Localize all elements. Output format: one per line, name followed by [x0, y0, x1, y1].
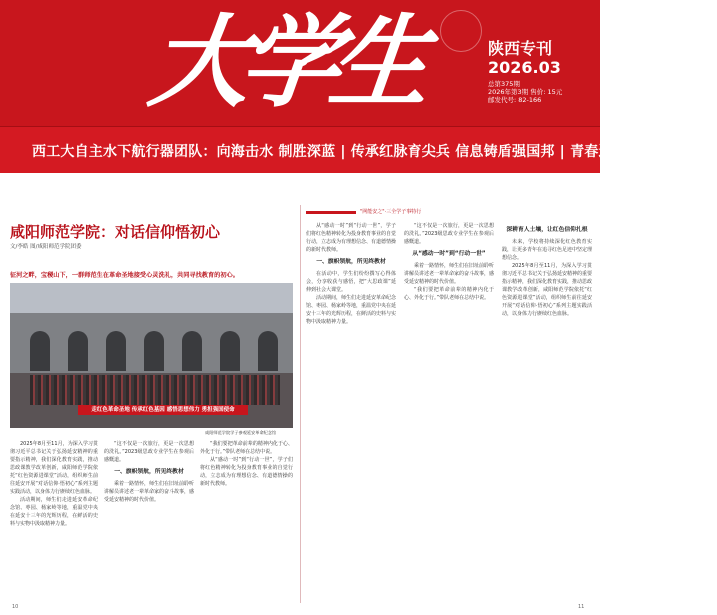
photo-sky — [10, 283, 293, 315]
paragraph: 未来，学校将持续深化红色教育实践，让更多青年在追寻红色足迹中坚定理想信念。 — [502, 239, 593, 261]
section-tag-rule — [306, 211, 356, 214]
photo-arch — [30, 331, 50, 371]
article-column-5 — [404, 222, 494, 600]
article-column-1 — [10, 440, 98, 600]
paragraph: 2025年8月至11月，为深入学习贯彻习近平总书记关于弘扬延安精神的重要指示精神，我们深化教育实践，推动思政课教学改革创新，咸阳师范学院依托“红色资源进课堂”活动，组织师生前往延安开展“对话信仰·悟初心”系列主题实践活动，以身体力行赓续红色血脉。 — [10, 441, 98, 495]
headline-band — [0, 126, 717, 173]
paragraph: “我们要把革命前辈的精神内化于心、外化于行。”带队老师在总结中说。 — [404, 287, 494, 301]
section-tag: "网能安之"·三全学子事特行 — [360, 209, 422, 215]
article-column-4 — [306, 222, 396, 600]
paragraph: 从“感动一时”到“行动一世”，学子们将红色精神转化为投身教育事业的自觉行动，立志成为有理想信念、有道德情操的新时代教师。 — [306, 223, 397, 253]
photo-arch — [68, 331, 88, 371]
paragraph: 在活动中，学生们纷纷撰写心得体会，分享收获与感悟，把“大思政课”延伸到社会大课堂。 — [306, 271, 396, 293]
section-subhead: 一、旗帜领航，所见终教材 — [114, 469, 184, 475]
edition-label: 陕西专刊 — [488, 39, 553, 58]
paragraph: 乘着一路情怀，师生们在旧址前聆听讲解员讲述老一辈革命家的奋斗故事，感受延安精神的时代价值。 — [404, 263, 495, 285]
photo-caption: 咸阳师范学院学子参观延安革命纪念馆 — [205, 430, 277, 435]
article-column-6 — [502, 222, 592, 600]
photo-arch — [258, 331, 278, 371]
article-lead: 征河之畔，宝稷山下，一群师范生在革命圣地接受心灵洗礼，共同寻找教育的初心。 — [10, 272, 239, 279]
paragraph: “这不仅是一次旅行，更是一次思想的洗礼。”2023级思政专业学生在参观后感慨道。 — [104, 441, 194, 463]
issue-meta-line: 总第375期 — [488, 80, 520, 88]
masthead — [0, 0, 600, 126]
page-gutter — [300, 205, 301, 603]
section-subhead: 一、旗帜领航，所见终教材 — [316, 259, 386, 265]
decor-circle-icon — [440, 10, 482, 52]
section-subhead: 深耕育人土壤，让红色信仰扎根 — [506, 227, 588, 233]
photo-arch — [182, 331, 202, 371]
section-subhead: 从“感动一时”到“行动一世” — [412, 251, 486, 257]
paragraph: 从“感动一时”到“行动一世”，学子们将红色精神转化为投身教育事业的自觉行动，立志成为有理想信念、有道德情操的新时代教师。 — [200, 457, 293, 487]
issue-meta-line: 2026年第3期 售价: 15元 — [488, 88, 563, 96]
photo-banner: 走红色革命圣地 传承红色基因 感悟思想伟力 勇担强国使命 — [78, 405, 248, 415]
paragraph: 乘着一路情怀，师生们在旧址前聆听讲解员讲述老一辈革命家的奋斗故事，感受延安精神的时代价值。 — [104, 481, 195, 503]
photo-arch — [106, 331, 126, 371]
article-photo — [10, 283, 293, 428]
article-column-3 — [200, 440, 293, 600]
photo-crowd — [30, 375, 280, 405]
article-column-2 — [104, 440, 194, 600]
issue-meta-line: 邮发代号: 82-166 — [488, 96, 542, 104]
headline-text: 西工大自主水下航行器团队：向海击水 制胜深蓝 | 传承红脉育尖兵 信息铸盾强国邦 | 青春返家乡 筑梦正当时 — [32, 144, 717, 160]
paragraph: “我们要把革命前辈的精神内化于心、外化于行。”带队老师在总结中说。 — [200, 441, 293, 455]
page-number-left: 10 — [12, 604, 19, 610]
photo-arch — [220, 331, 240, 371]
paragraph: 活动期间，师生们走进延安革命纪念馆、枣园、杨家岭等地，重温党中央在延安十三年的光辉历程，在鲜活的史料与实物中汲取精神力量。 — [10, 497, 98, 527]
publication-logo: 大学生 — [143, 3, 427, 121]
issue-date: 2026.03 — [488, 58, 561, 77]
paragraph: 活动期间，师生们走进延安革命纪念馆、枣园、杨家岭等地，重温党中央在延安十三年的光辉历程，在鲜活的史料与实物中汲取精神力量。 — [306, 295, 397, 325]
paragraph: 2025年8月至11月，为深入学习贯彻习近平总书记关于弘扬延安精神的重要指示精神，我们深化教育实践，推动思政课教学改革创新，咸阳师范学院依托“红色资源进课堂”活动，组织师生前往延安开展“对话信仰·悟初心”系列主题实践活动，以身体力行赓续红色血脉。 — [502, 263, 593, 317]
article-title: 咸阳师范学院：对话信仰悟初心 — [10, 223, 221, 241]
photo-arch — [144, 331, 164, 371]
article-byline: 文/李皓 图/咸阳师范学院团委 — [10, 244, 82, 250]
page-number-right: 11 — [578, 604, 585, 610]
paragraph: “这不仅是一次旅行，更是一次思想的洗礼。”2023级思政专业学生在参观后感慨道。 — [404, 223, 494, 245]
